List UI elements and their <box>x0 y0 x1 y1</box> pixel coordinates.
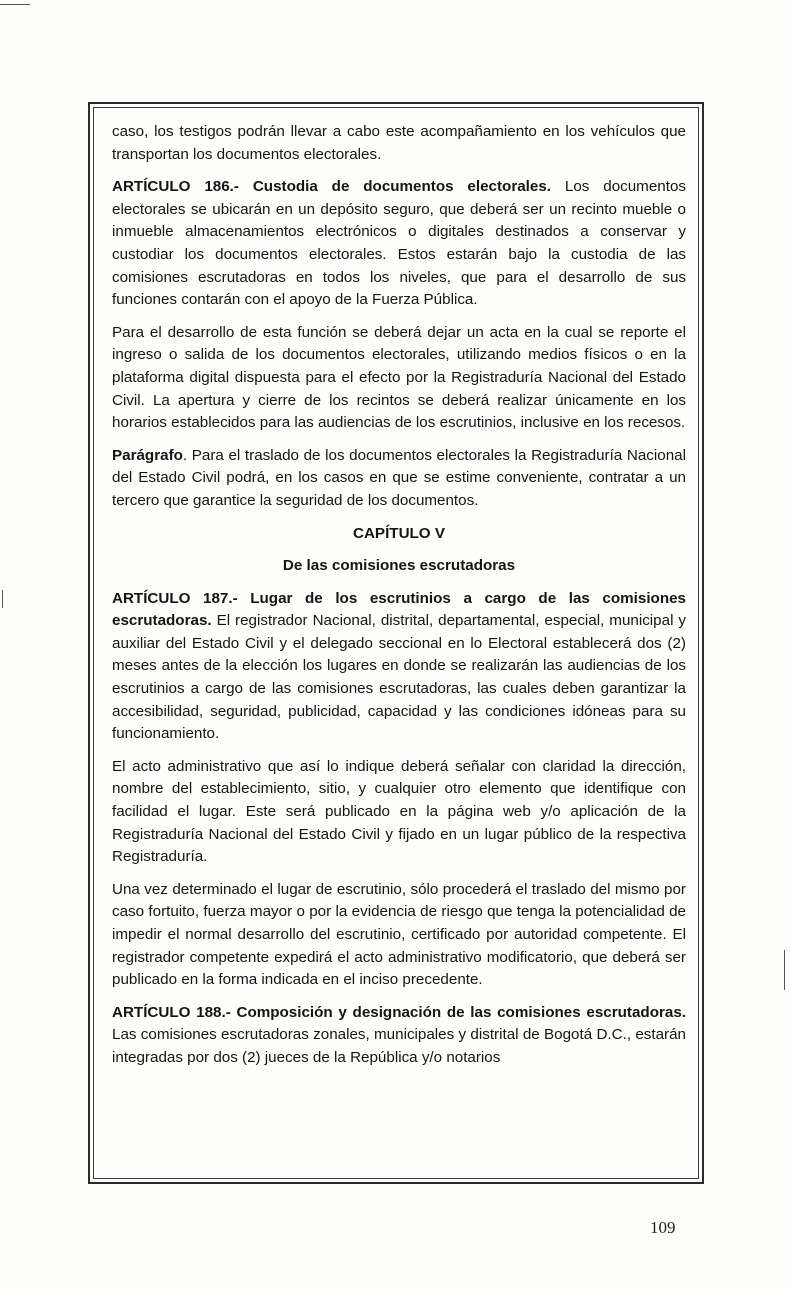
scan-edge-mark-left <box>2 590 3 608</box>
article-186-text: Los documentos electorales se ubicarán en un depósito seguro, que deberá ser un recinto mueble o inmueble almacenamientos electrónicos o digitales destinados a conservar y custodiar los documentos electorales. Estos estarán bajo la custodia de las comisiones escrutadoras en todos los niveles, que para el desarrollo de sus funciones contarán con el apoyo de la Fuerza Pública. <box>112 178 686 309</box>
article-187 <box>112 588 686 746</box>
paragrafo-heading: Parágrafo <box>112 446 183 464</box>
paragrafo-text: . Para el traslado de los documentos electorales la Registraduría Nacional del Estado Civil podrá, en los casos en que se estime conveniente, contratar a un tercero que garantice la seguridad de los documentos. <box>112 446 686 509</box>
article-188 <box>112 1002 686 1070</box>
scan-edge-mark-top <box>0 4 30 5</box>
paragraph-acta <box>112 322 686 435</box>
document-body <box>112 121 686 1080</box>
paragraph-text: Para el desarrollo de esta función se deberá dejar un acta en la cual se reporte el ingreso o salida de los documentos electorales, utilizando medios físicos o en la plataforma digital dispuesta para el efecto por la Registraduría Nacional del Estado Civil. La apertura y cierre de los recintos se deberá realizar únicamente en los horarios establecidos para las audiencias de los escrutinios, inclusive en los recesos. <box>112 323 686 432</box>
scan-edge-mark-right <box>784 950 785 990</box>
paragraph-continuation <box>112 121 686 166</box>
chapter-number: CAPÍTULO V <box>353 524 445 542</box>
paragraph-acto-administrativo <box>112 756 686 869</box>
paragraph-traslado <box>112 879 686 992</box>
page-number: 109 <box>650 1218 676 1237</box>
article-186-heading: ARTÍCULO 186.- Custodia de documentos electorales. <box>112 178 552 196</box>
paragraph-text: Una vez determinado el lugar de escrutinio, sólo procederá el traslado del mismo por caso fortuito, fuerza mayor o por la evidencia de riesgo que tenga la potencialidad de impedir el normal desarrollo del escrutinio, certificado por autoridad competente. El registrador competente expedirá el acto administrativo modificatorio, que deberá ser publicado en la forma indicada en el inciso precedente. <box>112 880 686 989</box>
paragrafo <box>112 445 686 513</box>
paragraph-text: caso, los testigos podrán llevar a cabo este acompañamiento en los vehículos que transportan los documentos electorales. <box>112 123 686 163</box>
article-188-text: Las comisiones escrutadoras zonales, municipales y distrital de Bogotá D.C., estarán integradas por dos (2) jueces de la República y/o notarios <box>112 1026 686 1066</box>
article-188-heading: ARTÍCULO 188.- Composición y designación de las comisiones escrutadoras. <box>112 1003 686 1021</box>
article-186 <box>112 176 686 312</box>
article-187-heading: ARTÍCULO 187.- Lugar de los escrutinios a cargo de las comisiones escrutadoras. <box>112 589 686 630</box>
article-187-text: El registrador Nacional, distrital, departamental, especial, municipal y auxiliar del Estado Civil y el delegado seccional en lo Electoral establecerá dos (2) meses antes de la elección los lugares en donde se realizarán las audiencias de los escrutinios a cargo de las comisiones escrutadoras, las cuales deben garantizar la accesibilidad, seguridad, publicidad, capacidad y las condiciones idóneas para su funcionamiento. <box>112 612 686 743</box>
paragraph-text: El acto administrativo que así lo indique deberá señalar con claridad la dirección, nombre del establecimiento, sitio, y cualquier otro elemento que identifique con facilidad el lugar. Este será publicado en la página web y/o aplicación de la Registraduría Nacional del Estado Civil y fijado en un lugar público de la respectiva Registraduría. <box>112 757 686 866</box>
chapter-title: De las comisiones escrutadoras <box>282 557 516 575</box>
